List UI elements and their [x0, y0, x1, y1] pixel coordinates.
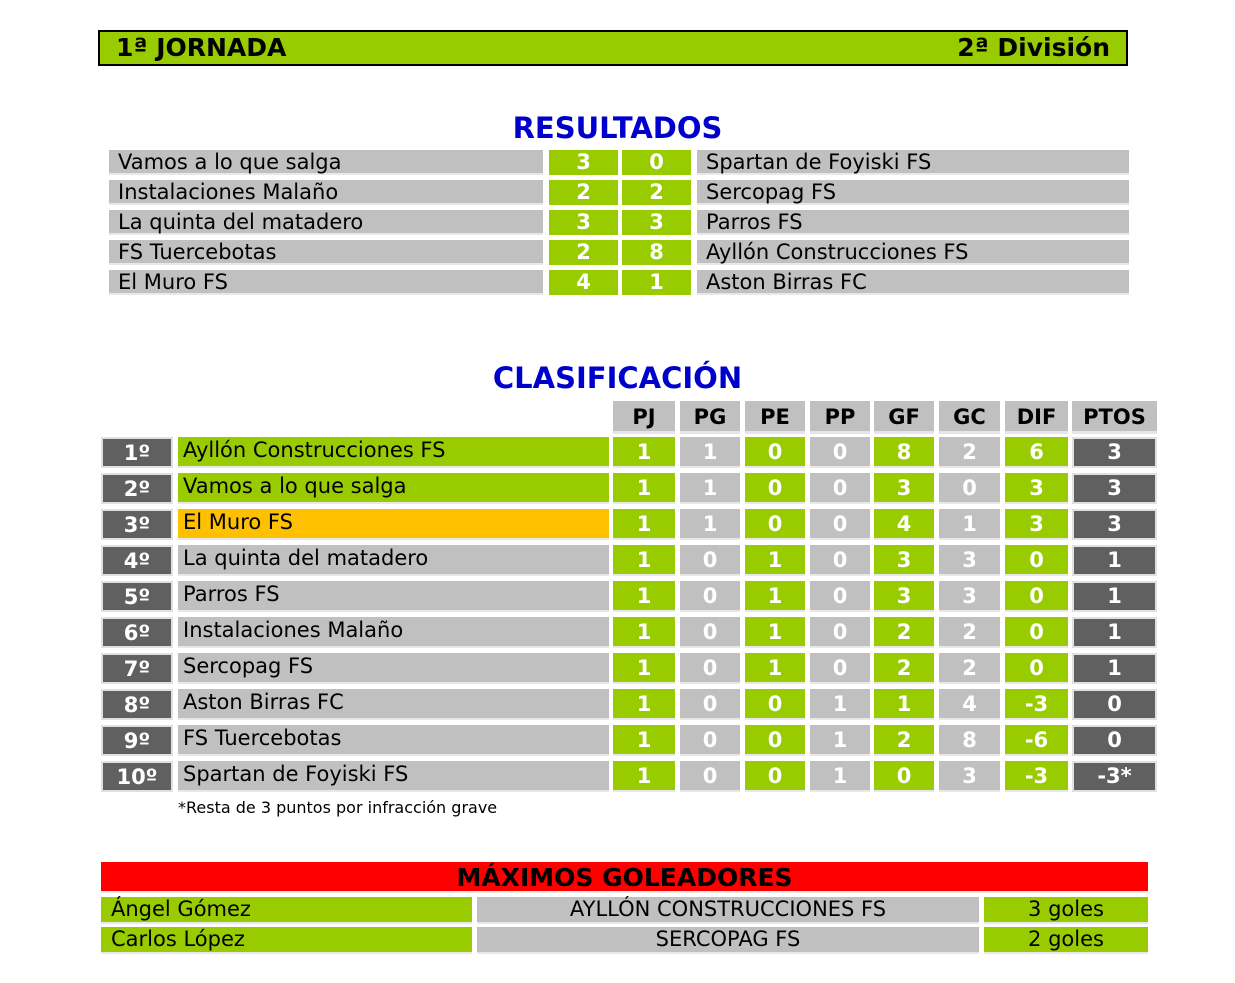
home-goals: 3: [549, 210, 618, 235]
home-team: Instalaciones Malaño: [109, 180, 543, 205]
stat-pg: 0: [680, 653, 740, 684]
stat-pe: 0: [745, 437, 805, 468]
away-goals: 8: [622, 240, 691, 265]
away-team: Aston Birras FC: [697, 270, 1129, 295]
scorer-team: SERCOPAG FS: [477, 927, 979, 954]
stat-pg: 0: [680, 617, 740, 648]
stat-gf: 2: [874, 725, 934, 756]
col-header-gc: GC: [939, 401, 1000, 434]
stat-ptos: 0: [1072, 725, 1157, 756]
stat-pe: 0: [745, 725, 805, 756]
stat-pg: 0: [680, 581, 740, 612]
stat-dif: 0: [1005, 581, 1068, 612]
scorer-row: [101, 927, 1148, 954]
stat-gc: 4: [939, 689, 1000, 720]
standings-row: [101, 689, 1161, 720]
position: 1º: [101, 437, 173, 468]
stat-gf: 4: [874, 509, 934, 540]
standings-title: CLASIFICACIÓN: [492, 361, 743, 395]
stat-gf: 3: [874, 581, 934, 612]
stat-dif: -3: [1005, 689, 1068, 720]
stat-pp: 0: [810, 653, 870, 684]
position: 4º: [101, 545, 173, 576]
stat-ptos: 1: [1072, 545, 1157, 576]
team-name: Instalaciones Malaño: [178, 617, 609, 648]
position: 2º: [101, 473, 173, 504]
position: 7º: [101, 653, 173, 684]
match-row: [109, 210, 1129, 235]
away-goals: 3: [622, 210, 691, 235]
stat-pp: 0: [810, 545, 870, 576]
stat-ptos: 3: [1072, 509, 1157, 540]
stat-gc: 2: [939, 653, 1000, 684]
stat-pe: 1: [745, 617, 805, 648]
stat-pg: 0: [680, 689, 740, 720]
stat-pp: 0: [810, 581, 870, 612]
home-goals: 2: [549, 240, 618, 265]
team-name: Vamos a lo que salga: [178, 473, 609, 504]
stat-ptos: 1: [1072, 653, 1157, 684]
away-team: Parros FS: [697, 210, 1129, 235]
home-team: Vamos a lo que salga: [109, 150, 543, 175]
match-row: [109, 270, 1129, 295]
team-name: Spartan de Foyiski FS: [178, 761, 609, 792]
stat-ptos: 3: [1072, 473, 1157, 504]
results-table: [109, 150, 1129, 300]
stat-gc: 3: [939, 761, 1000, 792]
stat-pp: 1: [810, 689, 870, 720]
standings-footnote: *Resta de 3 puntos por infracción grave: [178, 798, 498, 817]
standings-header: [101, 401, 1161, 434]
stat-pj: 1: [613, 689, 675, 720]
results-title: RESULTADOS: [512, 111, 723, 145]
stat-pg: 1: [680, 509, 740, 540]
division-label: 2ª División: [957, 33, 1110, 62]
stat-ptos: 0: [1072, 689, 1157, 720]
team-name: Parros FS: [178, 581, 609, 612]
stat-dif: -3: [1005, 761, 1068, 792]
stat-pj: 1: [613, 473, 675, 504]
stat-gc: 2: [939, 437, 1000, 468]
stat-pj: 1: [613, 725, 675, 756]
stat-pp: 0: [810, 617, 870, 648]
team-name: La quinta del matadero: [178, 545, 609, 576]
stat-pg: 0: [680, 545, 740, 576]
stat-dif: 0: [1005, 545, 1068, 576]
stat-ptos: 3: [1072, 437, 1157, 468]
home-team: El Muro FS: [109, 270, 543, 295]
stat-pp: 0: [810, 509, 870, 540]
stat-pe: 0: [745, 473, 805, 504]
stat-pj: 1: [613, 761, 675, 792]
standings-rows: [101, 437, 1161, 792]
stat-dif: 3: [1005, 509, 1068, 540]
scorer-goals: 2 goles: [984, 927, 1148, 954]
stat-dif: 6: [1005, 437, 1068, 468]
stat-gc: 8: [939, 725, 1000, 756]
standings-row: [101, 437, 1161, 468]
away-goals: 1: [622, 270, 691, 295]
stat-pe: 1: [745, 545, 805, 576]
stat-ptos: 1: [1072, 581, 1157, 612]
stat-pj: 1: [613, 509, 675, 540]
stat-gf: 0: [874, 761, 934, 792]
jornada-label: 1ª JORNADA: [116, 33, 287, 62]
away-goals: 0: [622, 150, 691, 175]
match-row: [109, 240, 1129, 265]
scorer-goals: 3 goles: [984, 897, 1148, 924]
position: 3º: [101, 509, 173, 540]
stat-gc: 0: [939, 473, 1000, 504]
stat-pp: 1: [810, 725, 870, 756]
col-header-pe: PE: [745, 401, 805, 434]
stat-gc: 3: [939, 581, 1000, 612]
scorer-name: Ángel Gómez: [101, 897, 472, 924]
standings-row: [101, 761, 1161, 792]
position: 9º: [101, 725, 173, 756]
standings-table: [101, 401, 1161, 789]
col-header-pg: PG: [680, 401, 740, 434]
stat-dif: 0: [1005, 617, 1068, 648]
team-name: Ayllón Construcciones FS: [178, 437, 609, 468]
stat-pg: 1: [680, 437, 740, 468]
standings-row: [101, 509, 1161, 540]
header-bar: [98, 30, 1128, 66]
stat-pj: 1: [613, 437, 675, 468]
stat-pe: 0: [745, 509, 805, 540]
standings-row: [101, 725, 1161, 756]
col-header-gf: GF: [874, 401, 934, 434]
stat-gf: 8: [874, 437, 934, 468]
stat-pe: 1: [745, 653, 805, 684]
away-team: Ayllón Construcciones FS: [697, 240, 1129, 265]
stat-pg: 0: [680, 725, 740, 756]
scorer-row: [101, 897, 1148, 924]
stat-pe: 1: [745, 581, 805, 612]
stat-gf: 1: [874, 689, 934, 720]
away-team: Sercopag FS: [697, 180, 1129, 205]
scorer-team: AYLLÓN CONSTRUCCIONES FS: [477, 897, 979, 924]
col-header-pp: PP: [810, 401, 870, 434]
scorer-name: Carlos López: [101, 927, 472, 954]
stat-pj: 1: [613, 581, 675, 612]
position: 6º: [101, 617, 173, 648]
away-goals: 2: [622, 180, 691, 205]
stat-pp: 0: [810, 437, 870, 468]
team-name: El Muro FS: [178, 509, 609, 540]
stat-pe: 0: [745, 689, 805, 720]
stat-ptos: -3*: [1072, 761, 1157, 792]
home-team: FS Tuercebotas: [109, 240, 543, 265]
home-team: La quinta del matadero: [109, 210, 543, 235]
team-name: Aston Birras FC: [178, 689, 609, 720]
stat-pp: 1: [810, 761, 870, 792]
stat-pe: 0: [745, 761, 805, 792]
stat-pp: 0: [810, 473, 870, 504]
stat-dif: -6: [1005, 725, 1068, 756]
stat-gc: 2: [939, 617, 1000, 648]
stat-gf: 2: [874, 653, 934, 684]
standings-row: [101, 545, 1161, 576]
stat-gf: 3: [874, 473, 934, 504]
stat-pg: 1: [680, 473, 740, 504]
home-goals: 4: [549, 270, 618, 295]
stat-gc: 3: [939, 545, 1000, 576]
col-header-pj: PJ: [613, 401, 675, 434]
match-row: [109, 180, 1129, 205]
position: 10º: [101, 761, 173, 792]
team-name: FS Tuercebotas: [178, 725, 609, 756]
scorers-title: MÁXIMOS GOLEADORES: [101, 862, 1148, 893]
stat-pg: 0: [680, 761, 740, 792]
position: 8º: [101, 689, 173, 720]
standings-row: [101, 653, 1161, 684]
standings-row: [101, 473, 1161, 504]
home-goals: 3: [549, 150, 618, 175]
stat-pj: 1: [613, 653, 675, 684]
position: 5º: [101, 581, 173, 612]
stat-dif: 3: [1005, 473, 1068, 504]
standings-row: [101, 617, 1161, 648]
stat-gf: 2: [874, 617, 934, 648]
col-header-ptos: PTOS: [1072, 401, 1157, 434]
home-goals: 2: [549, 180, 618, 205]
col-header-dif: DIF: [1005, 401, 1068, 434]
stat-gf: 3: [874, 545, 934, 576]
standings-row: [101, 581, 1161, 612]
stat-ptos: 1: [1072, 617, 1157, 648]
away-team: Spartan de Foyiski FS: [697, 150, 1129, 175]
stat-pj: 1: [613, 545, 675, 576]
team-name: Sercopag FS: [178, 653, 609, 684]
stat-gc: 1: [939, 509, 1000, 540]
stat-pj: 1: [613, 617, 675, 648]
match-row: [109, 150, 1129, 175]
stat-dif: 0: [1005, 653, 1068, 684]
